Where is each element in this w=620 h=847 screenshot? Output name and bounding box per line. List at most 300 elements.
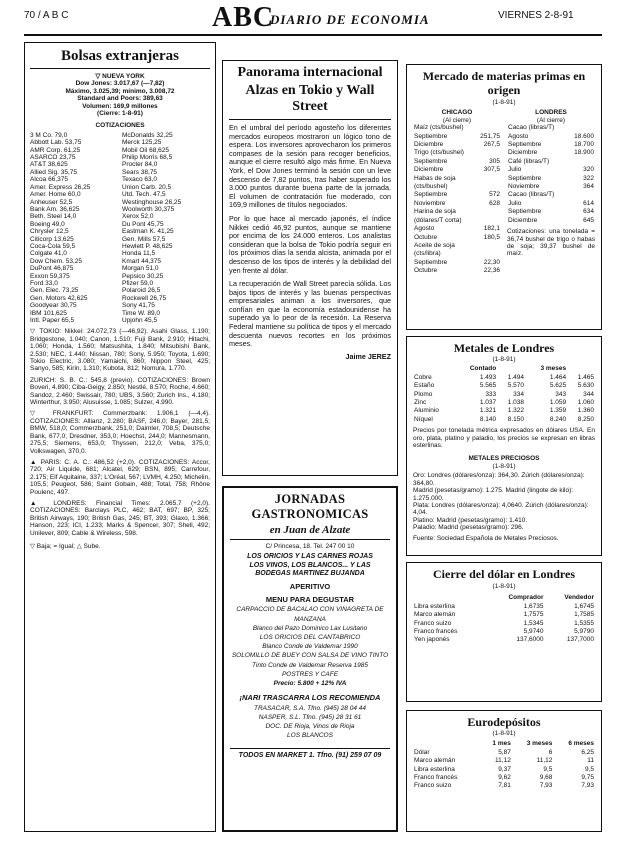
londres-row [507,175,595,183]
ny-stats [30,80,210,117]
londres-row [507,200,595,208]
panorama-paragraph: En el umbral del período agosteño los diferentes mercados europeos mostraron un lógico tono de espera. Los inversores aprovecharon los primeros compases de la sesión para recoger beneficios, aunque el cierre resultó algo más firme. En Nueva York, el Dow Jones terminó la sesión con un leve descenso de 7,82 puntos, tras haber superado los 3.000 puntos durante buena parte de la jornada. El volumen de contratación fue moderado, con 169,9 millones de títulos negociados. [229,123,391,210]
eurodepositos-row-cell: 9,5 [543,765,553,773]
stock-quote: Woolworth 30,375 [122,205,175,213]
ad-footer: TODOS EN MARKET 1. Tfno. (91) 259 07 09 [230,748,390,759]
metales-row-cell: 1.465 [577,373,594,381]
londres-table [507,124,595,225]
metales-row-cell: 1.322 [507,407,524,415]
chicago-row-cell: Maíz (cts/bushel) [414,124,464,132]
chicago-row-cell: Diciembre [414,166,444,174]
frankfurt-block: ▽ FRANKFURT: Commerzbank: 1.906,1 (—4,4). COTIZACIONES: Allianz, 2.280; BASF, 246,0; Bayer, 281,5; BMW, 518,0; Commerzbank, 251,0; Daimler, 708,5; Deutsche Bank, 677,0; Dresdner, 353,0; Hoechst, 244,0; Mannesmann, 275,5; Siemens, 653,0; Thyssen, 212,0; Veba, 375,0; Volkswagen, 370,0. [30,410,210,455]
cotizaciones-heading: COTIZACIONES [95,122,145,130]
stock-quote: Boeing 49,0 [30,220,65,228]
stock-quote: Amer. Express 26,25 [30,183,91,191]
stock-quote: Morgan 51,0 [122,265,159,273]
chicago-row-cell: 251,75 [480,132,500,140]
chicago-row-cell: 307,5 [483,166,500,174]
metales-row-cell: 343 [555,390,567,398]
dolar-row-cell: 137,6000 [516,636,544,644]
dolar-row-cell: 5,9740 [523,628,544,636]
chicago-row-cell: Septiembre [414,132,448,140]
chicago-heading: CHICAGO [441,109,473,117]
metales-col: 3 meses [540,365,567,373]
metales-row-cell: 1.360 [577,407,594,415]
ad-menu-item: POSTRES Y CAFE [281,670,339,678]
chicago-column [413,109,501,275]
metales-row-cell: Níquel [414,415,433,423]
ad-theme-line: LOS ORICIOS Y LAS CARNES ROJAS [247,553,373,561]
chicago-row-cell: 305 [489,157,500,165]
stock-quote: Alcoa 66,375 [30,176,68,184]
metales-row-cell: 5.570 [507,382,524,390]
stock-quote: DuPont 46,875 [30,265,74,273]
eurodepositos-header-row [413,740,595,748]
ny-quotes-right [122,132,210,325]
metales-row-cell: 334 [513,390,524,398]
metales-row-cell: Cobre [414,373,432,381]
metales-row-cell: 1.494 [507,373,524,381]
ad-menu-item: Blanco del Pazo Dominico Lax Lusitano [252,624,368,632]
londres-row-cell: Café (libras/T) [508,157,550,165]
londres-row [507,158,595,166]
ad-rule [230,539,390,540]
londres-row-cell: Septiembre [508,208,542,216]
ad-menu [230,605,390,688]
materias-title: Mercado de materias primas en origen [422,69,586,97]
londres-row-cell: 634 [583,208,594,216]
ad-menu-item: Precio: 5.800 + 12% IVA [273,680,347,688]
dolar-title: Cierre del dólar en Londres [433,567,575,581]
eurodepositos-row-cell: Dólar [414,748,430,756]
stock-quote: Anheuser 52,5 [30,198,73,206]
ny-line: Standard and Poors: 389,63 [77,95,163,103]
chicago-subheading: (Al cierre) [442,116,472,124]
dolar-col: Comprador [508,594,544,602]
stock-quote: ASARCO 23,75 [30,154,76,162]
zurich-block: ZURICH: S. B. C.: 545,8 (previo). COTIZACIONES: Brown Boveri, 4.890; Ciba-Geigy, 2.850; Nestlé, 8.570; Roche, 4.660; Sandoz, 2.460; Swissair, 780; UBS, 3.560; Zurich Ins., 4.180; Winterthur, 3.950; Alusuisse, 1.085; Sulzer, 4.990. [30,376,210,407]
londres-row [507,183,595,191]
londres-row-cell: Septiembre [508,174,542,182]
londres-row-cell: 322 [583,174,594,182]
chicago-row-cell: 572 [489,191,500,199]
londres-row-cell: Cacao (libras/T) [508,191,555,199]
dolar-row-cell: 1,5355 [574,619,594,627]
chicago-table [413,124,501,275]
stock-quote: Utd. Tech. 47,5 [122,191,166,199]
londres-column [507,109,595,275]
londres-row-cell: 645 [583,216,594,224]
chicago-row-cell [479,242,501,259]
metales-row-cell: 1.321 [479,407,497,415]
stock-quote: Procter 84,0 [122,161,158,169]
bolsas-title: Bolsas extranjeras [61,48,179,64]
newspaper-logo: ABC [212,2,275,33]
chicago-row-cell [479,175,501,192]
stock-quote: Time W. 89,0 [122,309,161,317]
londres-row [507,133,595,141]
londres-row-cell: 320 [583,166,594,174]
stock-quote: Citicorp 13,625 [30,235,74,243]
metales-header-row [413,365,595,373]
chicago-row [413,259,501,267]
chicago-row-cell: Octubre [414,267,438,275]
bolsas-box [24,42,216,832]
stock-quote: Intl. Paper 65,5 [30,317,75,324]
metales-table [413,365,595,424]
eurodepositos-col [413,740,481,748]
chicago-row-cell: Trigo (cts/bushel) [414,149,464,157]
eurodepositos-row-cell: 6 [548,748,553,756]
preciosos-item: Madrid (pesetas/gramo): 1.275. Madrid (lingote de kilo): 1.275.000. [413,487,574,502]
bolsas-title-rule [30,68,210,69]
londres-row-cell: Noviembre [508,183,540,191]
chicago-row-cell: 628 [489,199,500,207]
preciosos-heading: METALES PRECIOSOS [468,455,540,463]
stock-quote: Coca-Cola 59,5 [30,242,76,250]
stock-quote: Exxon 59,375 [30,272,70,280]
chicago-row-cell [479,149,501,157]
chicago-row [413,175,501,192]
ad-title: JORNADAS GASTRONOMICAS [251,492,369,521]
ad-sponsors [230,704,390,740]
metales-row-cell: 1.038 [507,399,524,407]
panorama-headline: Alzas en Tokio y Wall Street [245,83,375,114]
eurodepositos-row-cell: 11,12 [495,757,511,765]
panorama-paragraph: Por lo que hace al mercado japonés, el índice Nikkei cedió 46,92 puntos, aunque se mantiene por encima de los 24.000 enteros. Los analistas consideran que la bolsa de Tokio podría seguir en los próximos días la senda alcista, animada por el descenso de los tipos de interés y la debilidad del yen frente al dólar. [229,213,391,275]
londres-row-cell [568,158,595,166]
metales-row-cell: Plomo [414,390,433,398]
ad-menu-item: SOLOMILLO DE BUEY CON SALSA DE VINO TINTO [231,652,389,660]
eurodepositos-row-cell: 9,5 [584,765,594,773]
londres-heading: LONDRES [535,109,567,117]
ny-line: Volumen: 169,9 millones [82,102,158,110]
ny-line: Máximo, 3.025,39; mínimo, 3.008,72 [65,87,175,95]
dolar-row [413,636,595,644]
dolar-row-cell: Marco alemán [414,611,456,619]
stock-quote: Gen. Mills 57,5 [122,235,166,243]
materias-note: Cotizaciones: una tonelada = 36,74 bushel de trigo o habas de soja; 39,37 bushel de maíz. [507,228,595,258]
chicago-row [413,242,501,259]
londres-row-cell: Diciembre [508,216,538,224]
stock-quote: Mobil Oil 68,625 [122,146,169,154]
metales-row-cell: 8.250 [577,415,594,423]
stock-quote: McDonalds 32,25 [122,131,173,139]
stock-quote: Ford 33,0 [30,279,58,287]
eurodepositos-box [406,710,602,832]
eurodepositos-row-cell: 9,62 [498,774,511,782]
stock-quote: Hewlett P. 48,625 [122,242,173,250]
londres-row [507,124,595,132]
page-number: 70 / A B C [24,10,69,21]
ny-quotes [30,132,210,325]
metales-row [413,391,595,399]
panorama-paragraph: La recuperación de Wall Street parecía sólida. Los bajos tipos de interés y las buenas perspectivas empresariales animan a los inversores, que confían en que la economía estadounidense ha superado ya lo peor de la recesión. La Reserva Federal mantiene su política de tipos y el mercado descuenta nuevos recortes en los próximos meses. [229,279,391,349]
stock-quote: Philip Morris 68,5 [122,154,173,162]
stock-quote: Bank Am. 36,625 [30,205,80,213]
chicago-row-cell: Harina de soja (dólares/T corta) [414,208,462,224]
chicago-row [413,124,501,132]
metales-note: Precios por tonelada métrica expresados en dólares USA. En oro, plata, platino y paladio, los precios se expresan en libras esterlinas. [413,427,595,450]
eurodepositos-row-cell: 6,25 [581,748,594,756]
londres-row-cell [568,191,595,199]
dolar-row-cell: 5,9790 [574,628,594,636]
londres-row [507,141,595,149]
metales-row-cell: 333 [485,390,497,398]
gastronomy-ad [222,486,398,832]
eurodepositos-row-cell: 9,68 [539,774,553,782]
ad-menu-item: Tinto Conde de Valdemar Reserva 1985 [251,661,369,669]
chicago-row-cell: Habas de soja (cts/bushel) [414,174,456,191]
preciosos-list [413,472,595,531]
dolar-row-cell: Franco francés [414,628,458,636]
chicago-row [413,234,501,242]
dolar-row-cell: Yen japonés [414,636,450,644]
metales-col: Contado [469,365,497,373]
londres-row-cell: 614 [583,199,594,207]
eurodepositos-col: 6 meses [568,740,594,748]
londres-row-cell: Diciembre [508,149,538,157]
ad-menu-heading: MENU PARA DEGUSTAR [265,595,355,605]
stock-quote: Rockwell 26,75 [122,294,167,302]
stock-quote: Abbott Lab. 53,75 [30,139,82,147]
stock-quote: Westinghouse 26,25 [122,198,182,206]
londres-row-cell: Agosto [508,132,529,140]
ad-recomienda: ¡NARI TRASCARRA LOS RECOMIENDA [239,693,381,703]
metales-row-cell: 1.037 [479,399,497,407]
metales-row-cell: 5.625 [549,382,567,390]
metales-row [413,407,595,415]
ad-menu-item: Blanco Conde de Valdemar 1990 [262,643,358,651]
metales-row [413,374,595,382]
chicago-row-cell [479,208,501,225]
londres-row-cell: 18.900 [574,149,594,157]
eurodepositos-row [413,749,595,757]
metales-row-cell: 344 [583,390,594,398]
metales-col [413,365,454,373]
dolar-row-cell: 1,7575 [523,611,544,619]
chicago-row-cell: Septiembre [414,157,448,165]
stock-quote: Polaroid 26,5 [122,287,161,295]
eurodepositos-row-cell: 7,93 [581,782,594,790]
chicago-row [413,208,501,225]
eurodepositos-row-cell: 7,93 [539,782,553,790]
dolar-row [413,620,595,628]
eurodepositos-title: Eurodepósitos [467,715,541,729]
stock-quote: Du Pont 45,75 [122,220,164,228]
chicago-row-cell: Diciembre [414,141,444,149]
eurodepositos-row-cell: 7,81 [498,782,511,790]
stock-quote: Pfizer 59,0 [122,279,154,287]
stock-quote: Upjohn 45,5 [122,317,158,324]
londres-row [507,217,595,225]
ny-quotes-left [30,132,118,325]
eurodepositos-col: 1 mes [492,740,511,748]
stock-quote: IBM 101,625 [30,309,67,317]
metales-row-cell: 1.464 [549,373,567,381]
ad-theme [230,553,390,578]
stock-quote: Sears 38,75 [122,168,158,176]
londres-row-cell: Julio [508,199,522,207]
dolar-row-cell: 1,5345 [523,619,544,627]
chicago-row-cell: Septiembre [414,191,448,199]
metales-row [413,382,595,390]
chicago-row [413,133,501,141]
chicago-row-cell: Noviembre [414,199,446,207]
stock-quote: Merck 125,25 [122,139,162,147]
ad-sponsor: DOC. DE Rioja, Vinos de Rioja [265,722,355,730]
chicago-row [413,225,501,233]
londres-row-cell: Cacao (libras/T) [508,124,555,132]
section-title: DIARIO DE ECONOMIA [270,12,430,27]
chicago-row [413,200,501,208]
chicago-row-cell: Aceite de soja (cts/libra) [414,241,455,258]
panorama-rule [229,119,391,120]
ad-sponsor: NASPER, S.L. Tfno. (945) 28 31 61 [258,713,362,721]
metales-row [413,416,595,424]
dolar-row-cell: 137,7000 [566,636,594,644]
stock-quote: Amer. Home 60,0 [30,191,81,199]
metales-row-cell: 8.240 [549,415,567,423]
stock-quote: Union Carb. 20,5 [122,183,172,191]
eurodepositos-row [413,782,595,790]
dolar-row-cell: 1,6745 [574,602,594,610]
ad-address: C/ Princesa, 18. Tel. 247 00 10 [265,543,355,550]
tokio-block: ▽ TOKIO: Nikkei: 24.072,73 (—46,92). Asahi Glass, 1.190; Bridgestone, 1.040; Canon, 1.510; Fuji Bank, 2.910; Hitachi, 1.060; Honda, 1.560; Matsushita, 1.840; Mitsubishi Bank, 2.530; NEC, 1.440; Nissan, 780; Sony, 5.950; Toyota, 1.690; Tokio Electric, 3.080; Yamaichi, 860; Nippon Steel, 425; Sanyo, 585; Kirin, 1.310; Kubota, 812; Nomura, 1.770. [30,328,210,373]
chicago-row-cell: 22,36 [483,267,500,275]
metales-col [497,365,525,373]
stock-quote: AT&T 38,625 [30,161,68,169]
chicago-row [413,267,501,275]
eurodepositos-row-cell: 9,75 [581,774,594,782]
eurodepositos-row-cell: 9,37 [498,765,511,773]
panorama-kicker: Panorama internacional [237,65,383,80]
dolar-row [413,603,595,611]
eurodepositos-row [413,757,595,765]
eurodepositos-row-cell: Franco suizo [414,782,452,790]
metales-row-cell: 8.150 [507,415,524,423]
chicago-row-cell: Agosto [414,225,435,233]
ad-menu-item: LOS ORICIOS DEL CANTABRICO [259,634,361,642]
dolar-row [413,628,595,636]
materias-tables [413,109,595,275]
stock-quote: Pepsico 30,25 [122,272,164,280]
metales-box [406,336,602,556]
metales-date: (1-8-91) [492,356,516,363]
stock-quote: Gen. Motors 42,625 [30,294,88,302]
dolar-row-cell: Franco suizo [414,619,452,627]
dolar-row-cell: Libra esterlina [414,602,455,610]
dolar-col [413,594,485,602]
preciosos-item: Oro: Londres (dólares/onza): 364,30. Zúrich (dólares/onza): 364,80. [413,472,585,487]
eurodepositos-row-cell: Marco alemán [414,757,456,765]
londres-row [507,149,595,157]
ny-heading: ▽ NUEVA YORK [95,73,145,80]
metales-row-cell: 1.059 [549,399,567,407]
stock-quote: 3 M Co. 79,0 [30,131,68,139]
legend: ▽ Baja; = Igual; △ Sube. [30,542,101,550]
eurodepositos-row [413,774,595,782]
eurodepositos-date: (1-8-91) [492,730,516,737]
ny-line: Dow Jones: 3.017,67 (—7,82) [75,80,165,88]
preciosos-item: Platino: Madrid (pesetas/gramo): 1.410. [413,516,528,524]
chicago-row [413,158,501,166]
londres-row [507,191,595,199]
stock-quote: AMR Corp. 61,25 [30,146,81,154]
stock-quote: Xerox 52,0 [122,213,154,221]
panorama-signature: Jaime JEREZ [345,351,391,361]
londres-row-cell: Septiembre [508,141,542,149]
preciosos-item: Plata: Londres (dólares/onza): 4,0640. Zúrich (dólares/onza): 4,04. [413,501,589,517]
eurodepositos-row-cell: 11,12 [536,757,553,765]
eurodepositos-row-cell: Franco francés [414,774,458,782]
stock-quote: Chrysler 12,5 [30,228,69,236]
dolar-box [406,562,602,702]
metales-row-cell: Estaño [414,382,435,390]
londres-block: ▲ LONDRES: Financial Times: 2.065,7 (+2,0). COTIZACIONES: Barclays PLC, 462; BAT, 697; BP, 325; British Airways, 190; British Gas, 245; BT, 393; Glaxo, 1.366; Hanson, 223; ICI, 1.233; Marks & Spencer, 307; Shell, 492; Unilever, 809; Cable & Wireless, 598. [30,499,210,537]
chicago-row [413,166,501,174]
metales-row-cell: Aluminio [414,407,439,415]
metales-row-cell: 5.630 [577,382,594,390]
ad-theme-line: BODEGAS MARTINEZ BUJANDA [255,570,365,578]
eurodepositos-row-cell: 5,87 [498,748,511,756]
eurodepositos-row-cell: 11 [587,757,594,765]
ad-menu-item: CARPACCIO DE BACALAO CON VINAGRETA DE MANZANA [236,606,384,623]
eurodepositos-table [413,740,595,790]
materias-box [406,64,602,330]
materias-date: (1-8-91) [492,99,516,106]
header-rule [24,34,602,36]
stock-quote: Sony 41,75 [122,302,155,310]
metales-row-cell: 8.140 [479,415,497,423]
metales-row-cell: 1.060 [577,399,594,407]
stock-quote: Goodyear 30,75 [30,302,77,310]
metales-col [567,365,595,373]
dolar-row-cell: 1,6735 [523,602,544,610]
stock-quote: Gen. Elec. 73,25 [30,287,79,295]
chicago-row-cell: 182,1 [483,225,500,233]
chicago-row-cell: Octubre [414,233,438,241]
ad-sponsor: TRASACAR, S.A. Tfno. (945) 28 04 44 [254,704,366,712]
londres-row-cell: 18.700 [574,141,594,149]
londres-row [507,166,595,174]
chicago-row-cell: 22,30 [483,258,500,266]
stock-quote: Texaco 63,0 [122,176,158,184]
metales-row-cell: 1.359 [549,407,567,415]
londres-row-cell [568,124,595,132]
dolar-table [413,594,595,644]
metales-row [413,399,595,407]
preciosos-item: Paladio: Madrid (pesetas/gramo): 296. [413,524,524,532]
stock-quote: Eastman K. 41,25 [122,228,174,236]
ny-line: (Cierre: 1-8-91) [97,110,143,118]
londres-row-cell: 18.600 [574,132,594,140]
dolar-header-row [413,594,595,602]
dolar-row [413,611,595,619]
metales-title: Metales de Londres [453,341,555,355]
stock-quote: Beth. Steel 14,0 [30,213,77,221]
eurodepositos-row [413,766,595,774]
metales-row-cell: 1.493 [479,373,497,381]
londres-row-cell: 364 [583,183,594,191]
londres-row [507,208,595,216]
stock-quote: Colgate 41,0 [30,250,67,258]
chicago-row [413,149,501,157]
panorama-box [222,60,398,476]
preciosos-date: (1-8-91) [492,462,516,470]
dolar-row-cell: 1,7585 [574,611,594,619]
issue-date: VIERNES 2-8-91 [498,10,574,21]
